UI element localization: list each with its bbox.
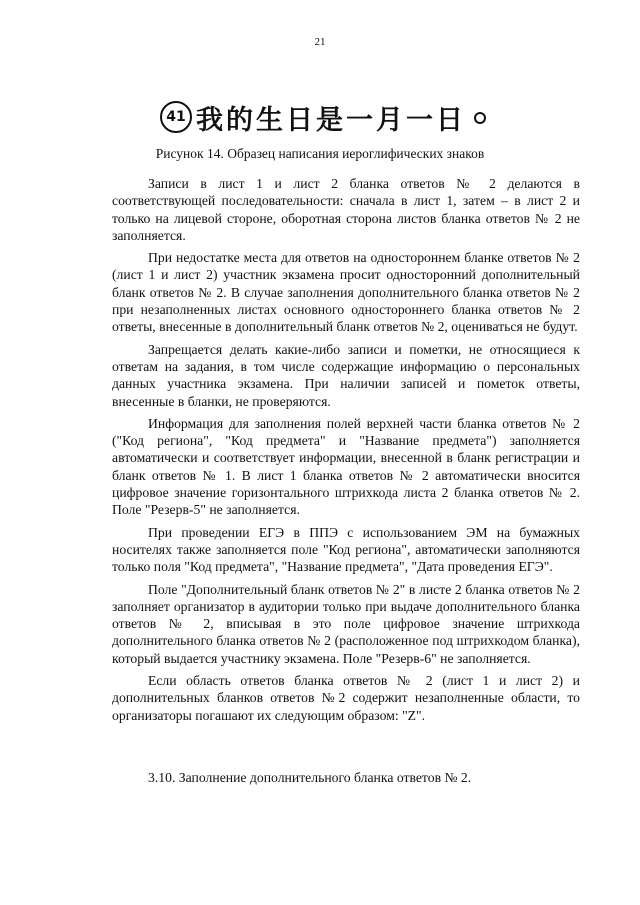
chinese-period-mark — [474, 112, 486, 124]
handwritten-hanzi-text: 我的生日是一月一日 — [196, 104, 466, 136]
paragraph: Информация для заполнения полей верхней части бланка ответов № 2 ("Код региона", "Код предмета" и "Название предмета") заполняется автоматически и соответствует информации, внесенной в бланк регистрации и бланк ответов № 1. В лист 1 бланка ответов № 2 автоматически вносится цифровое значение горизонтального штрихкода листа 2 бланка ответов № 2. Поле "Резерв-5" не заполняется. — [112, 415, 580, 518]
handwriting-sample — [160, 96, 486, 138]
figure-caption: Рисунок 14. Образец написания иероглифических знаков — [155, 146, 485, 161]
section-heading: 3.10. Заполнение дополнительного бланка ответов № 2. — [148, 770, 472, 785]
page-number: 21 — [314, 36, 326, 48]
body-text — [112, 175, 580, 729]
paragraph: Записи в лист 1 и лист 2 бланка ответов № 2 делаются в соответствующей последовательности: сначала в лист 1, затем – в лист 2 и только на лицевой стороне, оборотная сторона листов бланка ответов № 2 не заполняется. — [112, 176, 580, 243]
paragraph: Запрещается делать какие-либо записи и пометки, не относящиеся к ответам на задания, в том числе содержащие информацию о персональных данных участника экзамена. При наличии записей и пометок ответы, внесенные в бланки, не проверяются. — [112, 341, 580, 409]
paragraph: При проведении ЕГЭ в ППЭ с использованием ЭМ на бумажных носителях также заполняется поле "Код региона", автоматически заполняются только поля "Код предмета", "Название предмета", "Дата проведения ЕГЭ". — [112, 524, 580, 575]
circled-task-number: 41 — [160, 101, 192, 133]
paragraph: При недостатке места для ответов на одностороннем бланке ответов № 2 (лист 1 и лист 2) участник экзамена просит односторонний дополнительный бланк ответов № 2. В случае заполнения дополнительного бланка ответов № 2 при незаполненных листах основного одностороннего бланка ответов № 2 ответы, внесенные в дополнительный бланк ответов № 2, оцениваться не будут. — [112, 250, 580, 335]
paragraph: Поле "Дополнительный бланк ответов № 2" в листе 2 бланка ответов № 2 заполняет организатор в аудитории только при выдаче дополнительного бланка ответов № 2, вписывая в это поле цифровое значение штрихкода дополнительного бланка ответов № 2 (расположенное под штрихкодом бланка), который выдается участнику экзамена. Поле "Резерв-6" не заполняется. — [112, 581, 580, 666]
paragraph: Если область ответов бланка ответов № 2 (лист 1 и лист 2) и дополнительных бланков ответов №2 содержит незаполненные области, то организаторы погашают их следующим образом: "Z". — [112, 673, 580, 723]
